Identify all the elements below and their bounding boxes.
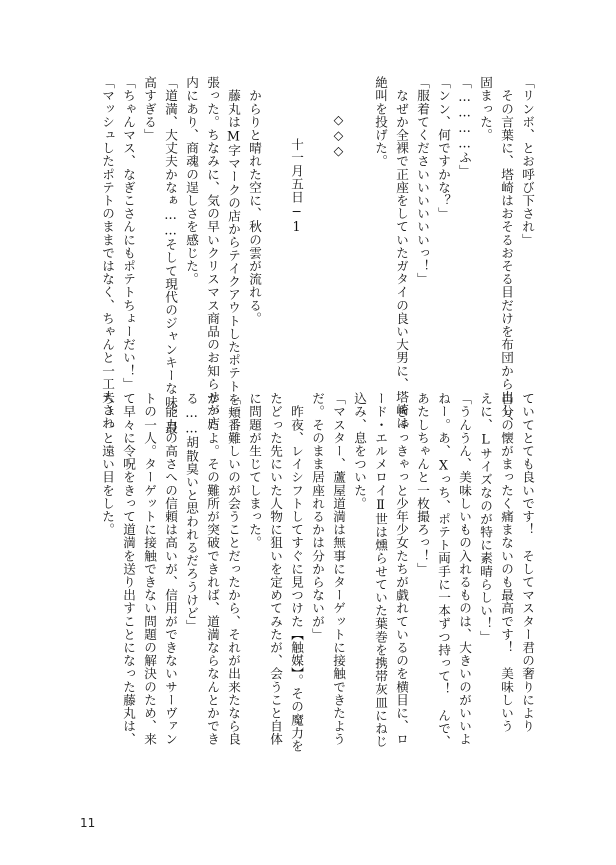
text-line: ていてとても良いです！ そしてマスター君の奢りにより [520, 392, 535, 733]
text-line: 能力の高さへの信頼は高いが、信用ができないサーヴァン [163, 392, 178, 746]
text-line: 「うんうん、美味しいもの入れるものは、大きいのがいいよ [457, 392, 472, 746]
text-line: 固まった。 [478, 76, 493, 142]
text-line: トの一人。ターゲットに接触できない問題の解決のため、来 [142, 392, 157, 746]
text-column [352, 0, 367, 865]
text-line: に問題が生じてしまった。 [247, 392, 262, 550]
text-column [142, 0, 157, 865]
text-line: 「リンボ、とお呼び下され」 [520, 76, 535, 247]
text-line: 藤丸はM字マークの店からテイクアウトしたポテトを頬 [226, 76, 241, 419]
text-line: 自分の懐がまったく痛まないのも最高です！ 美味しいう [499, 392, 514, 733]
text-column [373, 0, 388, 865]
text-line: る……胡散臭いと思われるだろうけど」 [184, 392, 199, 633]
text-line: 「ンン、何ですかな？」 [436, 76, 451, 221]
text-line: ード・エルメロイⅡ世は燻らせていた葉巻を携帯灰皿にねじ [373, 392, 388, 749]
text-column [499, 0, 514, 865]
text-column [100, 0, 115, 865]
text-line: かったよ。その難所が突破できれば、道満ならなんとかでき [205, 392, 220, 746]
section-divider: ◇◇◇ [331, 112, 346, 159]
text-line: 「マッシュしたポテトのままではなく、ちゃんと一工夫され [100, 76, 115, 430]
text-line: 張った。ちなみに、気の早いクリスマス商品のお知らせが店 [205, 76, 220, 430]
text-column [310, 0, 325, 865]
text-line: ねー。あ、Xっち、ポテト両手に一本ずつ持って！ んで、 [436, 392, 451, 749]
text-line: 「マスター、蘆屋道満は無事にターゲットに接触できたよう [331, 392, 346, 746]
text-line: 高すぎる」 [142, 76, 157, 142]
text-column [436, 0, 451, 865]
text-column [226, 0, 241, 865]
text-line: 「…………ふ」 [457, 76, 472, 178]
text-column [478, 0, 493, 865]
text-column [163, 0, 178, 865]
text-line: 昨夜、レイシフトしてすぐに見つけた【触媒】。その魔力を [289, 392, 304, 753]
text-column [184, 0, 199, 865]
text-line: えに、Lサイズなのが特に素晴らしい！」 [478, 392, 493, 644]
text-column [394, 0, 409, 865]
text-line: 絶叫を投げた。 [373, 76, 388, 168]
text-column [520, 0, 535, 865]
text-line: あたしちゃんと一枚撮ろっ！」 [415, 392, 430, 576]
page-number: 11 [80, 816, 96, 830]
text-line: からりと晴れた空に、秋の雲が流れる。 [247, 76, 262, 325]
text-line: 込み、息をついた。 [352, 392, 367, 510]
text-line: たどった先にいた人物に狙いを定めてみたが、会うこと自体 [268, 392, 283, 746]
date-heading: 十一月五日−1 [289, 138, 304, 235]
text-column [205, 0, 220, 865]
text-line: て早々に令呪をきって道満を送り出すことになった藤丸は、 [121, 392, 136, 746]
text-line: 「一番難しいのが会うことだったから、それが出来たなら良 [226, 392, 241, 746]
date-heading-column [289, 0, 304, 865]
text-column [121, 0, 136, 865]
text-line: 内にあり、商魂の逞しさを感じた。 [184, 76, 199, 286]
text-line: 「ちゃんマス、なぎこさんにもポテトちょーだい！」 [121, 76, 136, 391]
section-mark-column [331, 0, 346, 865]
text-line: なぜか全裸で正座をしていたガタイの良い大男に、塔崎は [394, 76, 409, 430]
text-column [457, 0, 472, 865]
text-column [268, 0, 283, 865]
text-line: 「道満、大丈夫かなぁ……そして現代のジャンキーな味、最 [163, 76, 178, 435]
text-column [247, 0, 262, 865]
text-column [415, 0, 430, 865]
text-line: だ。そのまま居座れるかは分からないが」 [310, 392, 325, 641]
text-line: ちょっと遠い目をした。 [100, 392, 115, 537]
text-line: 「服着てくださいいいいいいっ！」 [415, 76, 430, 286]
text-line: その言葉に、塔崎はおそるおそる目だけを布団から出し、 [499, 76, 514, 430]
text-line: きゃっきゃっと少年少女たちが戯れているのを横目に、ロ [394, 392, 409, 746]
